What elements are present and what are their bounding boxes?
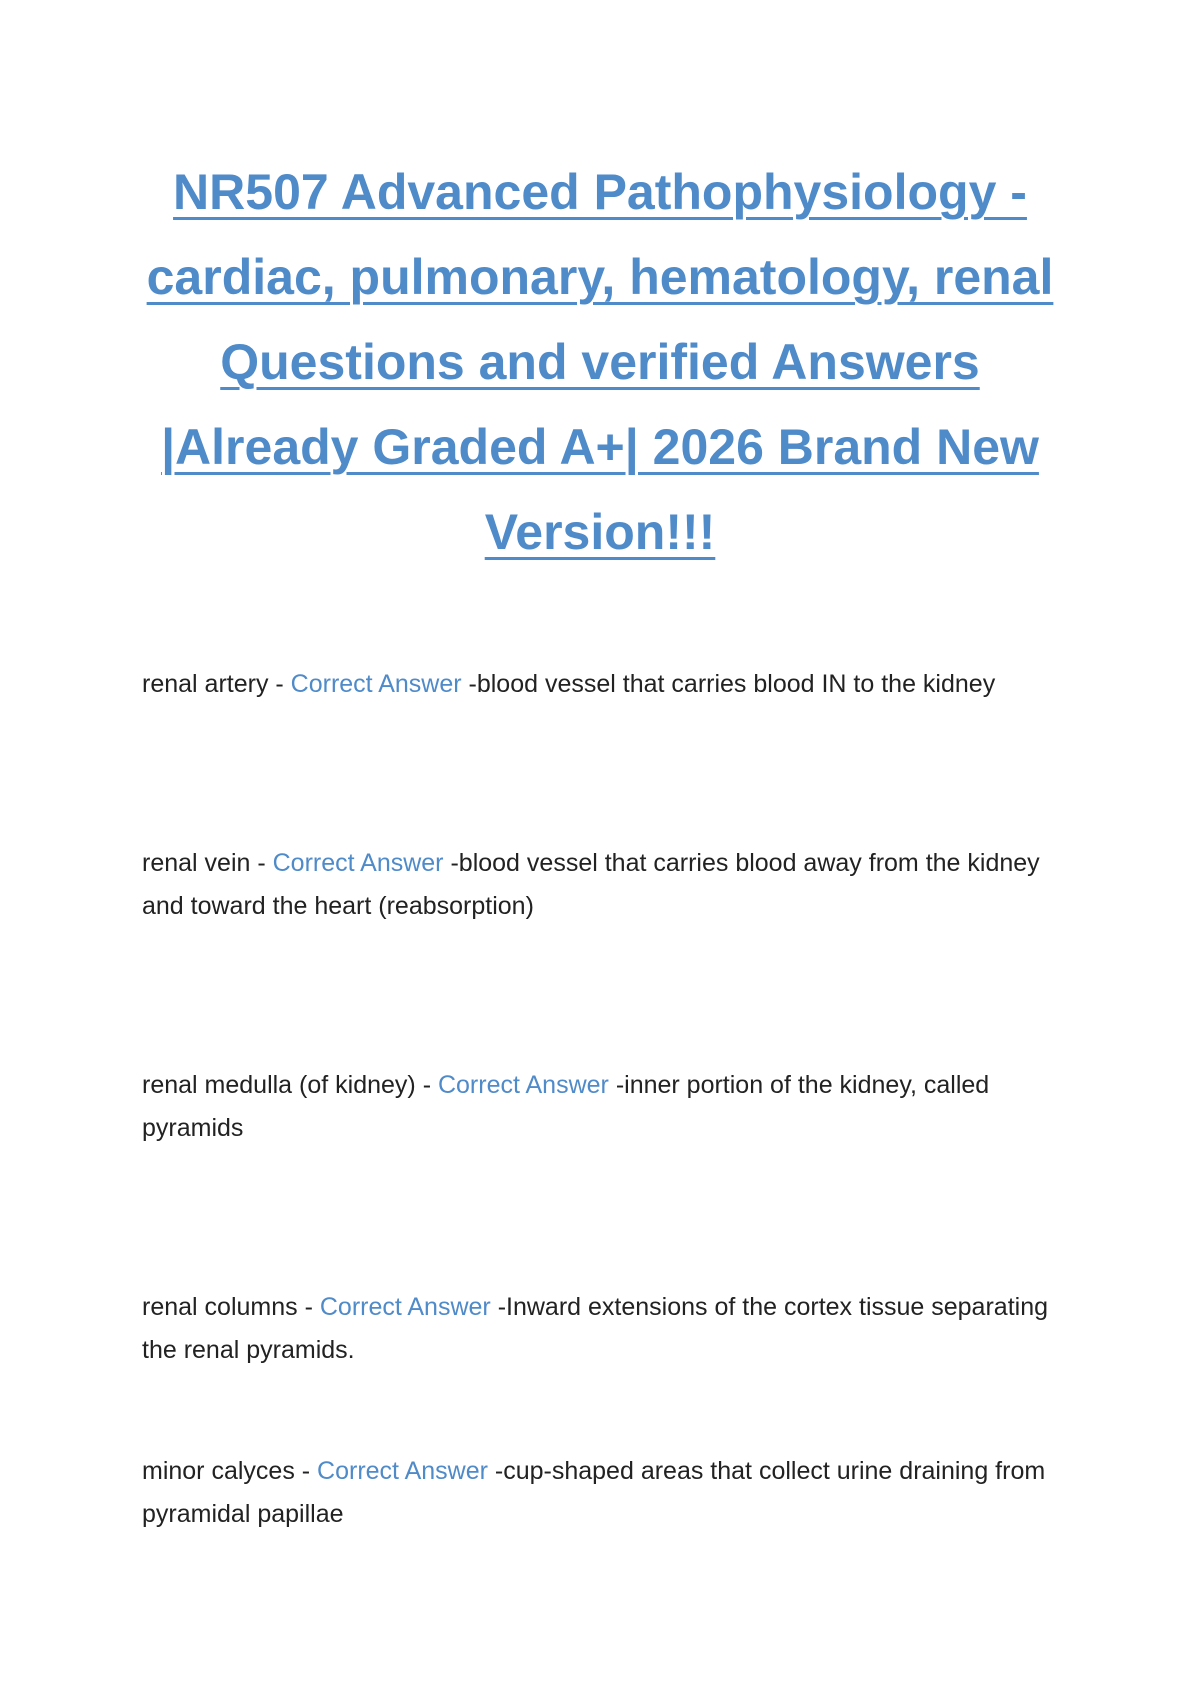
qa-line	[142, 1064, 1062, 1107]
qa-answer: -cup-shaped areas that collect urine draining from	[494, 1457, 1046, 1485]
qa-answer: -Inward extensions of the cortex tissue separating	[497, 1293, 1048, 1321]
qa-term: renal artery -	[142, 670, 284, 698]
qa-entry-renal-vein	[142, 842, 1062, 928]
qa-answer-continuation: and toward the heart (reabsorption)	[142, 892, 534, 920]
qa-answer: -blood vessel that carries blood IN to the kidney	[468, 670, 996, 698]
qa-answer-continuation: pyramids	[142, 1114, 244, 1142]
qa-answer: -blood vessel that carries blood away from the kidney	[450, 849, 1040, 877]
qa-entry-renal-columns	[142, 1286, 1062, 1372]
correct-answer-label: Correct Answer	[272, 849, 444, 877]
title-line-3: Questions and verified Answers	[220, 334, 980, 390]
correct-answer-label: Correct Answer	[290, 670, 462, 698]
qa-entry-renal-medulla	[142, 1064, 1062, 1150]
qa-term: minor calyces -	[142, 1457, 311, 1485]
title-line-4: |Already Graded A+| 2026 Brand New	[161, 419, 1039, 475]
qa-line	[142, 1286, 1062, 1329]
correct-answer-label: Correct Answer	[317, 1457, 488, 1485]
qa-line	[142, 663, 1062, 706]
title-line-5: Version!!!	[484, 504, 716, 560]
document-title	[140, 150, 1060, 575]
qa-entry-renal-artery	[142, 663, 1062, 706]
qa-answer: -inner portion of the kidney, called	[615, 1071, 990, 1099]
qa-entry-minor-calyces	[142, 1450, 1062, 1536]
title-line-2: cardiac, pulmonary, hematology, renal	[146, 249, 1054, 305]
qa-term: renal vein -	[142, 849, 266, 877]
qa-line	[142, 842, 1062, 885]
correct-answer-label: Correct Answer	[319, 1293, 491, 1321]
title-line-1: NR507 Advanced Pathophysiology -	[173, 164, 1027, 220]
correct-answer-label: Correct Answer	[437, 1071, 609, 1099]
qa-line	[142, 1450, 1062, 1493]
qa-answer-continuation: the renal pyramids.	[142, 1336, 355, 1364]
qa-answer-continuation: pyramidal papillae	[142, 1500, 344, 1528]
qa-term: renal medulla (of kidney) -	[142, 1071, 432, 1099]
qa-term: renal columns -	[142, 1293, 313, 1321]
